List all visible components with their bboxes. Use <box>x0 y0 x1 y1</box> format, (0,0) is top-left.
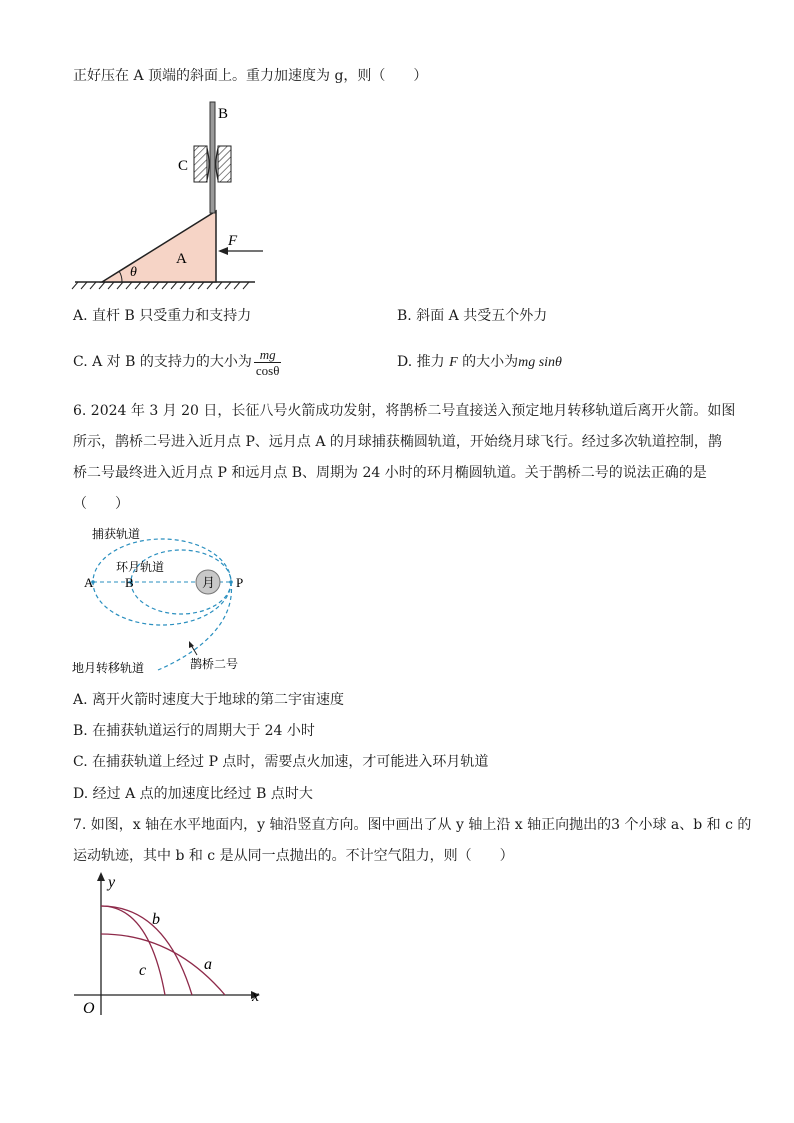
axis-x-label: x <box>252 988 260 1005</box>
q6-option-a[interactable]: A. 离开火箭时速度大于地球的第二宇宙速度 <box>73 692 345 708</box>
trajectory-b <box>101 906 192 995</box>
rod-b <box>210 102 215 213</box>
point-a-label: A <box>84 575 94 590</box>
q6-orbit-figure <box>70 522 270 682</box>
transfer-orbit-label: 地月转移轨道 <box>72 661 145 675</box>
q5-option-d[interactable]: D. 推力 F 的大小为mg sinθ <box>397 354 562 370</box>
lunar-orbit-label: 环月轨道 <box>116 560 165 574</box>
label-c: C <box>178 158 189 174</box>
q7-stem-line-2: 运动轨迹，其中 b 和 c 是从同一点抛出的。不计空气阻力，则（ ） <box>73 848 514 864</box>
moon-label: 月 <box>202 575 216 590</box>
q7-stem-line-1: 7. 如图，x 轴在水平地面内，y 轴沿竖直方向。图中画出了从 y 轴上沿 x 轴正向抛出的3 个小球 a、b 和 c 的 <box>73 817 752 833</box>
label-a: A <box>176 251 187 267</box>
curve-a-label: a <box>204 956 212 973</box>
origin-label: O <box>83 1000 95 1017</box>
q6-option-d[interactable]: D. 经过 A 点的加速度比经过 B 点时大 <box>73 786 313 802</box>
q6-option-c[interactable]: C. 在捕获轨道上经过 P 点时，需要点火加速，才可能进入环月轨道 <box>73 754 489 770</box>
point-b-label: B <box>125 575 134 590</box>
axis-y-label: y <box>108 874 116 891</box>
q6-stem-line-3: 桥二号最终进入近月点 P 和远月点 B、周期为 24 小时的环月椭圆轨道。关于鹊桥二号的说法正确的是 <box>73 465 707 481</box>
q6-stem-line-4: （ ） <box>73 496 129 512</box>
q5-stem-tail: 正好压在 A 顶端的斜面上。重力加速度为 g，则（ ） <box>73 68 428 84</box>
clamp-c-left <box>194 146 207 182</box>
q5-option-c[interactable]: C. A 对 B 的支持力的大小为 $\frac{mg}{\cos\theta}$ <box>73 346 280 378</box>
point-p-label: P <box>236 575 244 590</box>
label-b: B <box>218 106 229 122</box>
label-f: F <box>228 233 238 249</box>
q7-trajectory-figure <box>70 870 270 1020</box>
q6-stem-line-1: 6. 2024 年 3 月 20 日，长征八号火箭成功发射，将鹊桥二号直接送入预定地月转移轨道后离开火箭。如图 <box>73 403 736 419</box>
curve-c-label: c <box>139 962 147 979</box>
q5-option-a[interactable]: A. 直杆 B 只受重力和支持力 <box>73 308 252 324</box>
q6-option-b[interactable]: B. 在捕获轨道运行的周期大于 24 小时 <box>73 723 315 739</box>
label-theta: θ <box>130 265 137 280</box>
q5-option-b[interactable]: B. 斜面 A 共受五个外力 <box>397 308 548 324</box>
q6-stem-line-2: 所示，鹊桥二号进入近月点 P、远月点 A 的月球捕获椭圆轨道，开始绕月球飞行。经过多次轨道控制，鹊 <box>73 434 722 450</box>
capture-orbit-label: 捕获轨道 <box>92 527 141 541</box>
q5-figure <box>70 98 270 298</box>
curve-b-label: b <box>152 911 160 928</box>
probe-label: 鹊桥二号 <box>190 657 239 671</box>
fraction-mg-over-cos: $\frac{mg}{\cos\theta}$ <box>255 346 280 378</box>
clamp-c-right <box>218 146 231 182</box>
